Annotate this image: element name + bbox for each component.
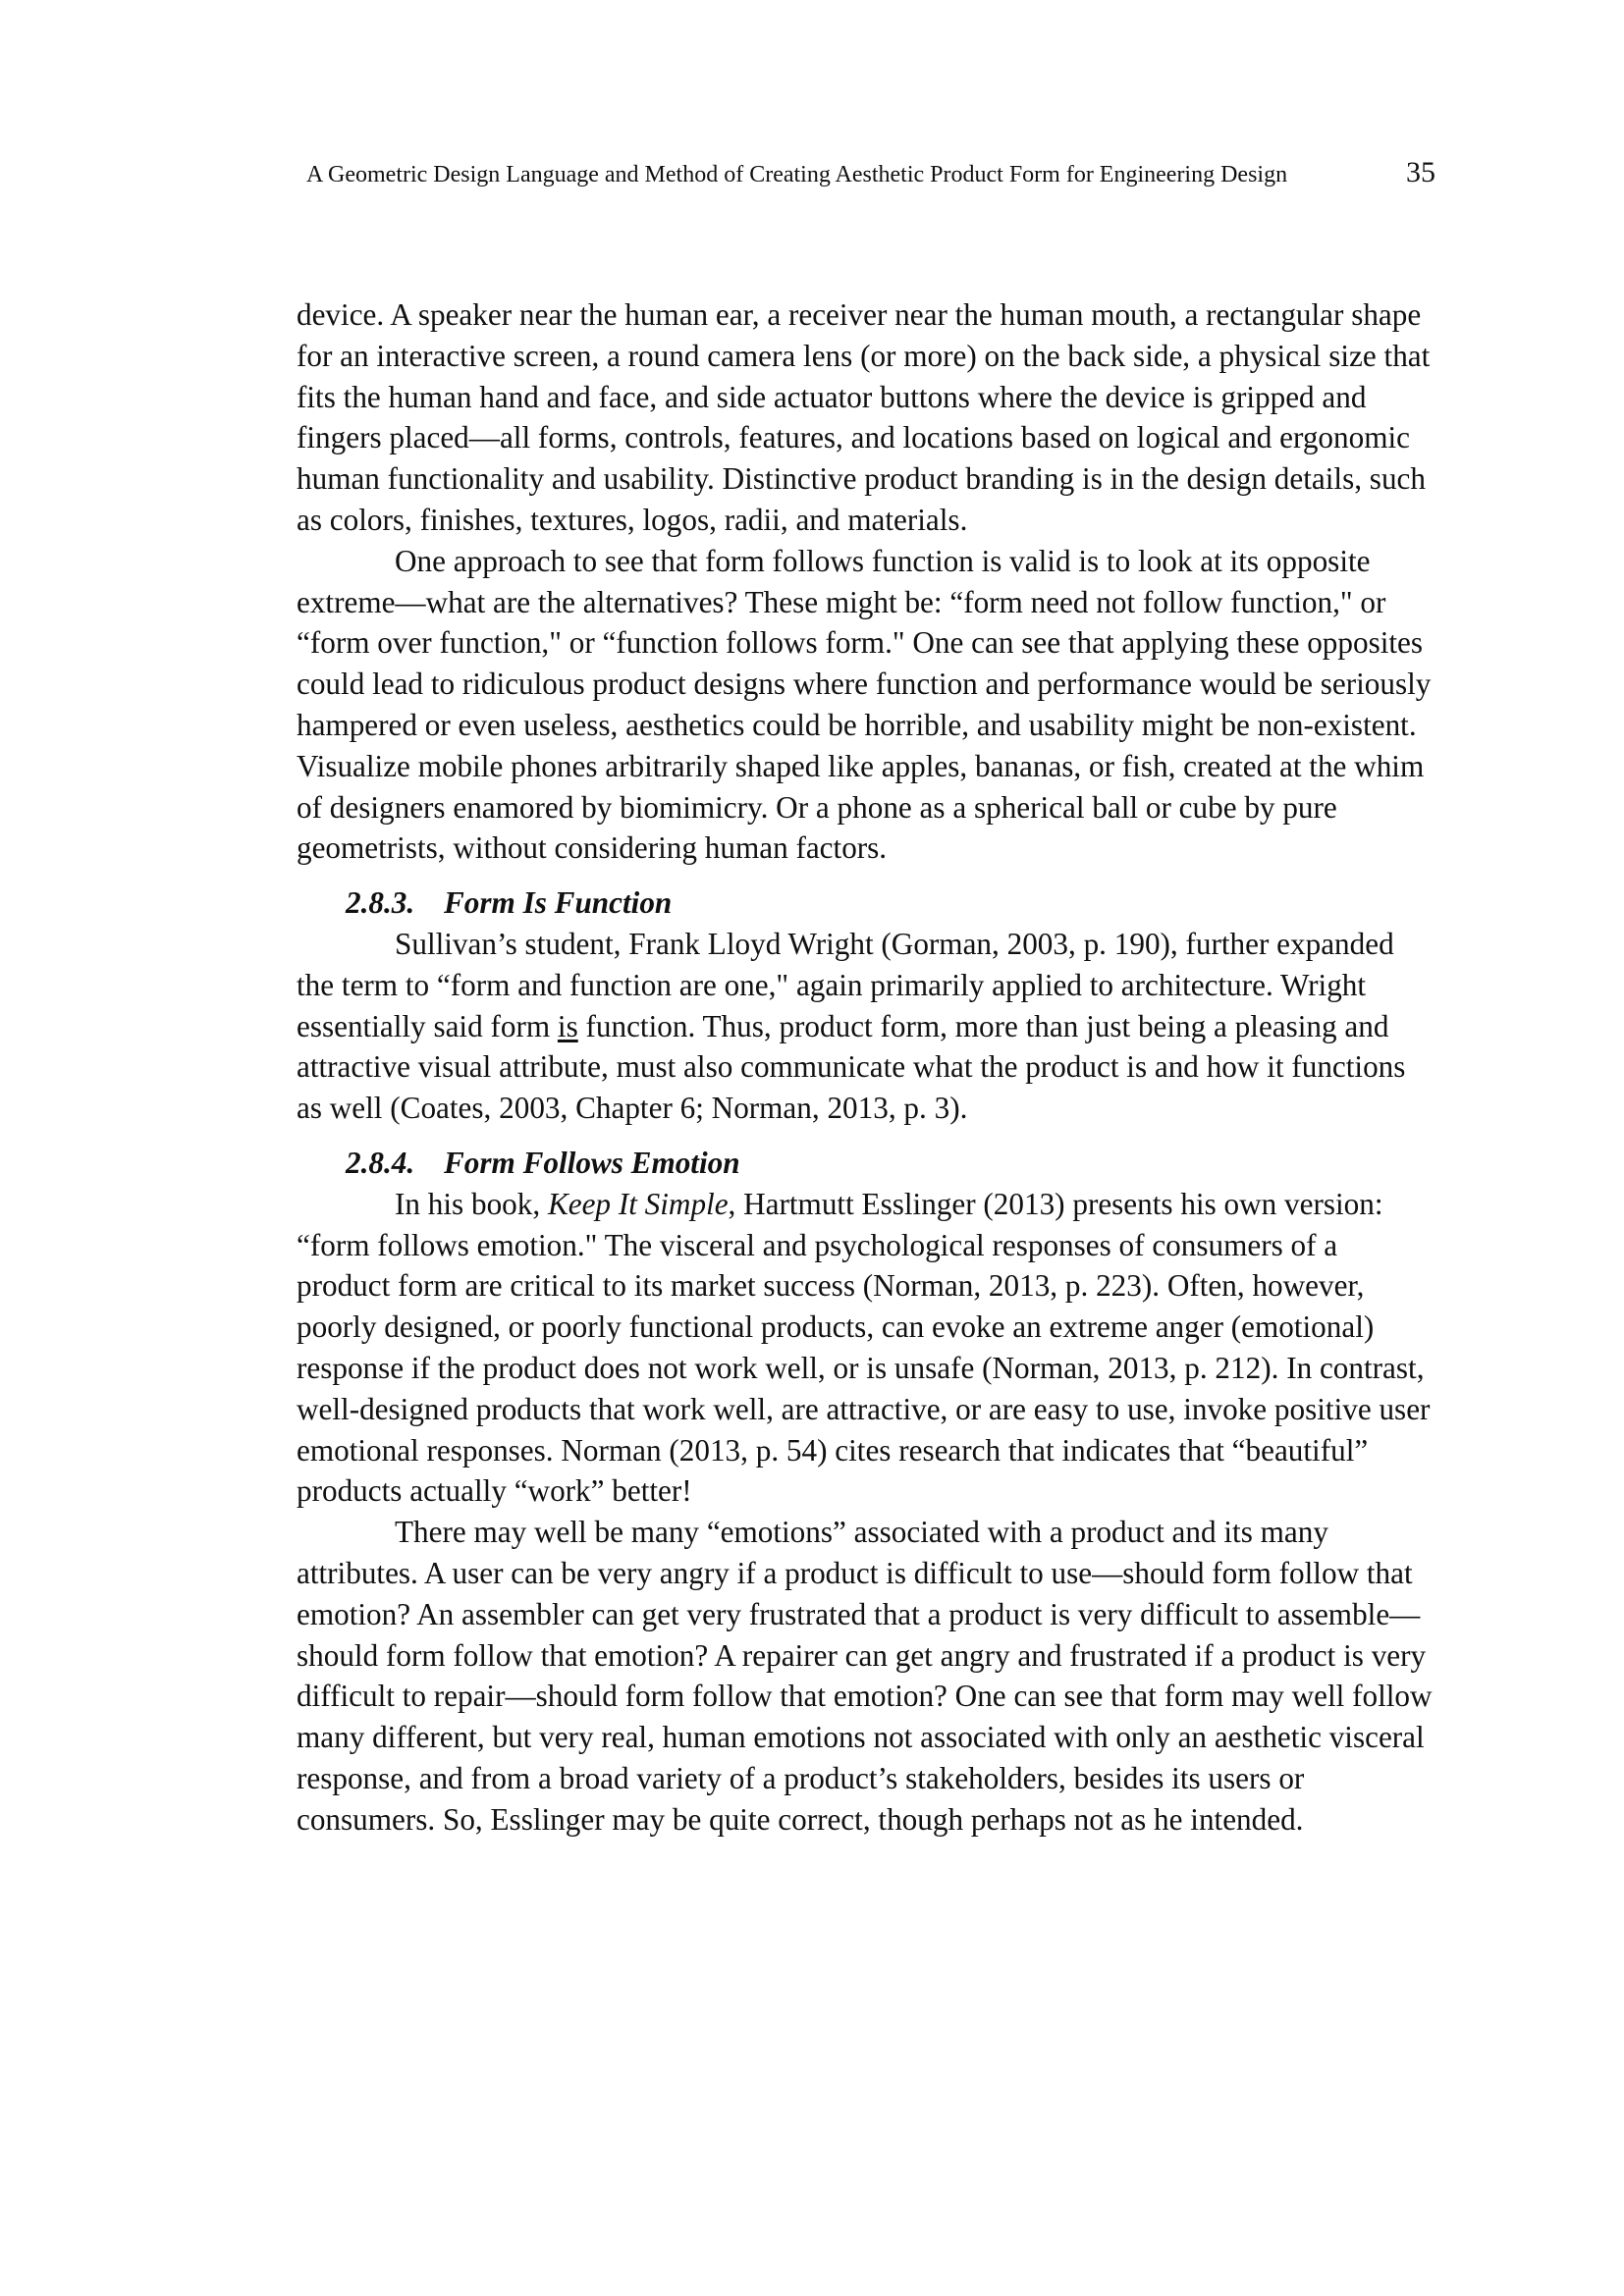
section-heading-form-is-function bbox=[346, 882, 1437, 924]
running-header bbox=[306, 157, 1435, 196]
section-title: Form Follows Emotion bbox=[444, 1145, 740, 1180]
paragraph-text: function. Thus, product form, more than just being a pleasing and attractive visual attribute, must also communicate what the product is and how it functions as well (Coates, 2003, Chapter 6; Norman, 2013, p. 3). bbox=[297, 1008, 1406, 1126]
section-heading-form-follows-emotion bbox=[346, 1143, 1437, 1184]
section-number: 2.8.4. bbox=[346, 1145, 415, 1180]
paragraph-text: , Hartmutt Esslinger (2013) presents his own version: “form follows emotion." The visceral and psychological responses of consumers of a product form are critical to its market success (Norman, 2013, p. 223). Often, however, poorly designed, or poorly functional products, can evoke an extreme anger (emotional) response if the product does not work well, or is unsafe (Norman, 2013, p. 212). In contrast, well-designed products that work well, are attractive, or are easy to use, invoke positive user emotional responses. Norman (2013, p. 54) cites research that indicates that “beautiful” products actually “work” better! bbox=[297, 1186, 1431, 1509]
paragraph-emotions: There may well be many “emotions” associated with a product and its many attributes. A user can be very angry if a product is difficult to use—should form follow that emotion? An assembler can get very frustrated that a product is very difficult to assemble—should form follow that emotion? A repairer can get angry and frustrated if a product is very difficult to repair—should form follow that emotion? One can see that form may well follow many different, but very real, human emotions not associated with only an aesthetic visceral response, and from a broad variety of a product’s stakeholders, besides its users or consumers. So, Esslinger may be quite correct, though perhaps not as he intended. bbox=[297, 1515, 1433, 1837]
book-title: Keep It Simple bbox=[547, 1186, 729, 1221]
paragraph-keep-it-simple bbox=[297, 1184, 1437, 1512]
section-title: Form Is Function bbox=[444, 885, 673, 921]
emphasized-word: is bbox=[557, 1008, 578, 1043]
page-number: 35 bbox=[1406, 156, 1435, 188]
page-body bbox=[297, 294, 1437, 1840]
paragraph-opposite-extreme: One approach to see that form follows function is valid is to look at its opposite extreme—what are the alternatives? These might be: “form need not follow function," or “form over function," or “function follows form." One can see that applying these opposites could lead to ridiculous product designs where function and performance would be seriously hampered or even useless, aesthetics could be horrible, and usability might be non-existent. Visualize mobile phones arbitrarily shaped like apples, bananas, or fish, created at the whim of designers enamored by biomimicry. Or a phone as a spherical ball or cube by pure geometrists, without considering human factors. bbox=[297, 543, 1432, 866]
paragraph-text: Sullivan’s student, Frank Lloyd Wright (Gorman, 2003, p. 190), further expanded the term to “form and function are one," again primarily applied to architecture. Wright essentially said form bbox=[297, 926, 1394, 1043]
running-title: A Geometric Design Language and Method of Creating Aesthetic Product Form for Engineering Design bbox=[306, 162, 1288, 187]
paragraph-form-is-function bbox=[297, 924, 1437, 1129]
paragraph-text: In his book, bbox=[395, 1186, 548, 1221]
paragraph-device-continued: device. A speaker near the human ear, a receiver near the human mouth, a rectangular shape for an interactive screen, a round camera lens (or more) on the back side, a physical size that fits the human hand and face, and side actuator buttons where the device is gripped and fingers placed—all forms, controls, features, and locations based on logical and ergonomic human functionality and usability. Distinctive product branding is in the design details, such as colors, finishes, textures, logos, radii, and materials. bbox=[297, 297, 1431, 537]
section-number: 2.8.3. bbox=[346, 885, 415, 921]
